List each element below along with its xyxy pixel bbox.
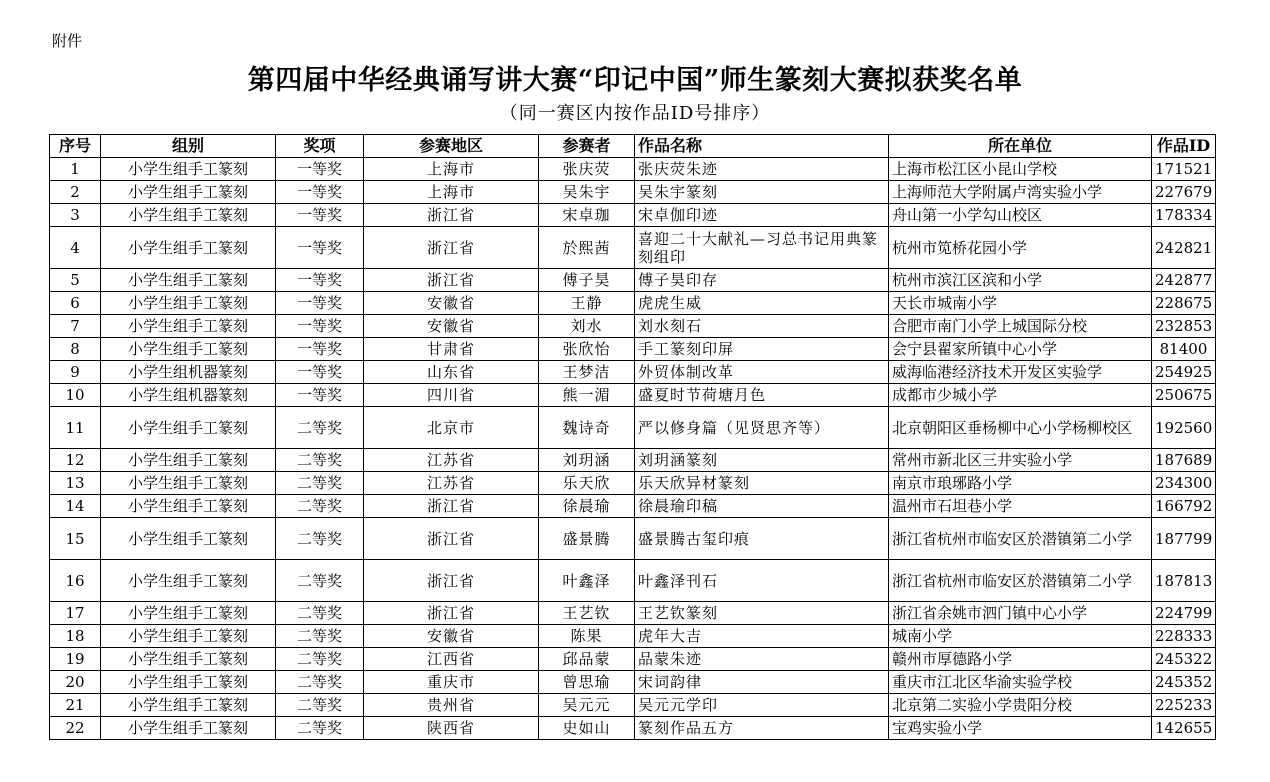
table-row bbox=[50, 648, 1216, 671]
cell-work-title: 喜迎二十大献礼—习总书记用典篆刻组印 bbox=[635, 227, 889, 269]
cell-work-id: 187689 bbox=[1152, 449, 1216, 472]
header-award: 奖项 bbox=[276, 135, 364, 158]
table-row bbox=[50, 407, 1216, 449]
cell-unit: 浙江省杭州市临安区於潜镇第二小学 bbox=[889, 560, 1152, 602]
cell-unit: 城南小学 bbox=[889, 625, 1152, 648]
cell-participant: 於熙茜 bbox=[539, 227, 635, 269]
cell-unit: 北京朝阳区垂杨柳中心小学杨柳校区 bbox=[889, 407, 1152, 449]
table-row bbox=[50, 602, 1216, 625]
cell-work-id: 142655 bbox=[1152, 717, 1216, 740]
cell-work-title: 乐天欣异材篆刻 bbox=[635, 472, 889, 495]
cell-region: 浙江省 bbox=[364, 602, 539, 625]
table-row bbox=[50, 181, 1216, 204]
cell-unit: 会宁县翟家所镇中心小学 bbox=[889, 338, 1152, 361]
table-row bbox=[50, 625, 1216, 648]
cell-no: 21 bbox=[50, 694, 101, 717]
cell-participant: 徐晨瑜 bbox=[539, 495, 635, 518]
cell-participant: 魏诗奇 bbox=[539, 407, 635, 449]
cell-unit: 成都市少城小学 bbox=[889, 384, 1152, 407]
cell-award: 二等奖 bbox=[276, 602, 364, 625]
cell-work-title: 宋卓伽印迹 bbox=[635, 204, 889, 227]
cell-region: 浙江省 bbox=[364, 560, 539, 602]
cell-award: 一等奖 bbox=[276, 315, 364, 338]
header-no: 序号 bbox=[50, 135, 101, 158]
cell-work-title: 宋词韵律 bbox=[635, 671, 889, 694]
cell-unit: 天长市城南小学 bbox=[889, 292, 1152, 315]
header-participant: 参赛者 bbox=[539, 135, 635, 158]
cell-work-id: 234300 bbox=[1152, 472, 1216, 495]
table-row bbox=[50, 158, 1216, 181]
cell-award: 一等奖 bbox=[276, 181, 364, 204]
cell-award: 一等奖 bbox=[276, 338, 364, 361]
cell-award: 一等奖 bbox=[276, 158, 364, 181]
cell-group: 小学生组手工篆刻 bbox=[101, 694, 276, 717]
cell-work-id: 187799 bbox=[1152, 518, 1216, 560]
cell-work-id: 187813 bbox=[1152, 560, 1216, 602]
cell-work-title: 虎年大吉 bbox=[635, 625, 889, 648]
cell-work-id: 254925 bbox=[1152, 361, 1216, 384]
cell-group: 小学生组手工篆刻 bbox=[101, 158, 276, 181]
cell-group: 小学生组手工篆刻 bbox=[101, 648, 276, 671]
cell-no: 8 bbox=[50, 338, 101, 361]
cell-group: 小学生组手工篆刻 bbox=[101, 292, 276, 315]
cell-region: 四川省 bbox=[364, 384, 539, 407]
table-row bbox=[50, 694, 1216, 717]
cell-no: 5 bbox=[50, 269, 101, 292]
cell-unit: 威海临港经济技术开发区实验学 bbox=[889, 361, 1152, 384]
cell-participant: 刘水 bbox=[539, 315, 635, 338]
cell-unit: 重庆市江北区华渝实验学校 bbox=[889, 671, 1152, 694]
cell-participant: 王艺钦 bbox=[539, 602, 635, 625]
table-header-row bbox=[50, 135, 1216, 158]
cell-unit: 温州市石坦巷小学 bbox=[889, 495, 1152, 518]
cell-work-id: 171521 bbox=[1152, 158, 1216, 181]
cell-group: 小学生组手工篆刻 bbox=[101, 518, 276, 560]
cell-unit: 舟山第一小学勾山校区 bbox=[889, 204, 1152, 227]
cell-work-title: 刘玥涵篆刻 bbox=[635, 449, 889, 472]
cell-award: 一等奖 bbox=[276, 384, 364, 407]
cell-group: 小学生组手工篆刻 bbox=[101, 625, 276, 648]
cell-participant: 邱品蒙 bbox=[539, 648, 635, 671]
cell-award: 一等奖 bbox=[276, 227, 364, 269]
cell-group: 小学生组手工篆刻 bbox=[101, 671, 276, 694]
cell-participant: 史如山 bbox=[539, 717, 635, 740]
cell-region: 浙江省 bbox=[364, 227, 539, 269]
cell-region: 江苏省 bbox=[364, 449, 539, 472]
cell-group: 小学生组手工篆刻 bbox=[101, 181, 276, 204]
cell-work-title: 吴朱宇篆刻 bbox=[635, 181, 889, 204]
cell-unit: 北京第二实验小学贵阳分校 bbox=[889, 694, 1152, 717]
cell-participant: 刘玥涵 bbox=[539, 449, 635, 472]
cell-award: 二等奖 bbox=[276, 472, 364, 495]
cell-participant: 王梦洁 bbox=[539, 361, 635, 384]
cell-no: 18 bbox=[50, 625, 101, 648]
cell-work-id: 224799 bbox=[1152, 602, 1216, 625]
cell-award: 二等奖 bbox=[276, 449, 364, 472]
cell-group: 小学生组手工篆刻 bbox=[101, 560, 276, 602]
cell-region: 陕西省 bbox=[364, 717, 539, 740]
page-title: 第四届中华经典诵写讲大赛“印记中国”师生篆刻大赛拟获奖名单 bbox=[247, 65, 1023, 96]
cell-region: 浙江省 bbox=[364, 495, 539, 518]
cell-region: 江西省 bbox=[364, 648, 539, 671]
cell-work-id: 242821 bbox=[1152, 227, 1216, 269]
cell-award: 一等奖 bbox=[276, 269, 364, 292]
cell-group: 小学生组手工篆刻 bbox=[101, 204, 276, 227]
cell-award: 二等奖 bbox=[276, 560, 364, 602]
table-row bbox=[50, 227, 1216, 269]
cell-unit: 杭州市笕桥花园小学 bbox=[889, 227, 1152, 269]
cell-group: 小学生组机器篆刻 bbox=[101, 361, 276, 384]
cell-work-id: 192560 bbox=[1152, 407, 1216, 449]
cell-unit: 赣州市厚德路小学 bbox=[889, 648, 1152, 671]
cell-participant: 张欣怡 bbox=[539, 338, 635, 361]
cell-region: 北京市 bbox=[364, 407, 539, 449]
cell-region: 浙江省 bbox=[364, 518, 539, 560]
cell-award: 二等奖 bbox=[276, 407, 364, 449]
cell-unit: 宝鸡实验小学 bbox=[889, 717, 1152, 740]
cell-group: 小学生组手工篆刻 bbox=[101, 269, 276, 292]
cell-work-title: 盛景腾古玺印痕 bbox=[635, 518, 889, 560]
cell-no: 4 bbox=[50, 227, 101, 269]
cell-no: 20 bbox=[50, 671, 101, 694]
cell-unit: 常州市新北区三井实验小学 bbox=[889, 449, 1152, 472]
header-work-title: 作品名称 bbox=[635, 135, 889, 158]
cell-work-title: 张庆荧朱迹 bbox=[635, 158, 889, 181]
cell-work-id: 178334 bbox=[1152, 204, 1216, 227]
cell-no: 10 bbox=[50, 384, 101, 407]
table-row bbox=[50, 495, 1216, 518]
table-row bbox=[50, 269, 1216, 292]
cell-work-title: 严以修身篇（见贤思齐等） bbox=[635, 407, 889, 449]
header-unit: 所在单位 bbox=[889, 135, 1152, 158]
cell-work-title: 刘水刻石 bbox=[635, 315, 889, 338]
cell-work-title: 篆刻作品五方 bbox=[635, 717, 889, 740]
cell-award: 二等奖 bbox=[276, 625, 364, 648]
cell-region: 上海市 bbox=[364, 181, 539, 204]
cell-work-title: 傅子昊印存 bbox=[635, 269, 889, 292]
table-row bbox=[50, 717, 1216, 740]
cell-work-id: 242877 bbox=[1152, 269, 1216, 292]
cell-award: 二等奖 bbox=[276, 671, 364, 694]
cell-group: 小学生组手工篆刻 bbox=[101, 227, 276, 269]
cell-region: 江苏省 bbox=[364, 472, 539, 495]
cell-work-title: 外贸体制改革 bbox=[635, 361, 889, 384]
cell-region: 山东省 bbox=[364, 361, 539, 384]
cell-award: 二等奖 bbox=[276, 495, 364, 518]
table-row bbox=[50, 338, 1216, 361]
cell-no: 17 bbox=[50, 602, 101, 625]
cell-award: 一等奖 bbox=[276, 292, 364, 315]
cell-unit: 浙江省杭州市临安区於潜镇第二小学 bbox=[889, 518, 1152, 560]
cell-work-title: 手工篆刻印屏 bbox=[635, 338, 889, 361]
cell-work-id: 166792 bbox=[1152, 495, 1216, 518]
cell-no: 15 bbox=[50, 518, 101, 560]
cell-work-id: 245322 bbox=[1152, 648, 1216, 671]
cell-work-title: 王艺钦篆刻 bbox=[635, 602, 889, 625]
cell-unit: 杭州市滨江区滨和小学 bbox=[889, 269, 1152, 292]
cell-group: 小学生组手工篆刻 bbox=[101, 315, 276, 338]
cell-no: 6 bbox=[50, 292, 101, 315]
cell-participant: 吴元元 bbox=[539, 694, 635, 717]
cell-work-title: 吴元元学印 bbox=[635, 694, 889, 717]
cell-region: 甘肃省 bbox=[364, 338, 539, 361]
cell-no: 2 bbox=[50, 181, 101, 204]
cell-no: 16 bbox=[50, 560, 101, 602]
cell-work-title: 盛夏时节荷塘月色 bbox=[635, 384, 889, 407]
cell-participant: 叶鑫泽 bbox=[539, 560, 635, 602]
cell-no: 7 bbox=[50, 315, 101, 338]
cell-award: 二等奖 bbox=[276, 694, 364, 717]
cell-work-id: 228675 bbox=[1152, 292, 1216, 315]
cell-no: 22 bbox=[50, 717, 101, 740]
cell-work-id: 232853 bbox=[1152, 315, 1216, 338]
cell-unit: 浙江省余姚市泗门镇中心小学 bbox=[889, 602, 1152, 625]
cell-participant: 乐天欣 bbox=[539, 472, 635, 495]
cell-group: 小学生组机器篆刻 bbox=[101, 384, 276, 407]
cell-work-id: 81400 bbox=[1152, 338, 1216, 361]
cell-work-id: 227679 bbox=[1152, 181, 1216, 204]
cell-region: 安徽省 bbox=[364, 625, 539, 648]
cell-work-title: 虎虎生威 bbox=[635, 292, 889, 315]
table-row bbox=[50, 384, 1216, 407]
cell-no: 19 bbox=[50, 648, 101, 671]
cell-region: 安徽省 bbox=[364, 315, 539, 338]
cell-participant: 宋卓珈 bbox=[539, 204, 635, 227]
header-region: 参赛地区 bbox=[364, 135, 539, 158]
cell-work-id: 245352 bbox=[1152, 671, 1216, 694]
cell-group: 小学生组手工篆刻 bbox=[101, 495, 276, 518]
table-row bbox=[50, 671, 1216, 694]
cell-group: 小学生组手工篆刻 bbox=[101, 338, 276, 361]
cell-group: 小学生组手工篆刻 bbox=[101, 717, 276, 740]
cell-award: 二等奖 bbox=[276, 518, 364, 560]
cell-participant: 王静 bbox=[539, 292, 635, 315]
cell-no: 3 bbox=[50, 204, 101, 227]
cell-group: 小学生组手工篆刻 bbox=[101, 602, 276, 625]
cell-work-title: 徐晨瑜印稿 bbox=[635, 495, 889, 518]
cell-group: 小学生组手工篆刻 bbox=[101, 449, 276, 472]
cell-no: 13 bbox=[50, 472, 101, 495]
cell-no: 1 bbox=[50, 158, 101, 181]
cell-work-id: 250675 bbox=[1152, 384, 1216, 407]
header-work-id: 作品ID bbox=[1152, 135, 1216, 158]
cell-participant: 傅子昊 bbox=[539, 269, 635, 292]
table-row bbox=[50, 560, 1216, 602]
cell-no: 11 bbox=[50, 407, 101, 449]
cell-participant: 曾思瑜 bbox=[539, 671, 635, 694]
table-row bbox=[50, 315, 1216, 338]
page-subtitle: （同一赛区内按作品ID号排序） bbox=[499, 103, 771, 124]
cell-participant: 吴朱宇 bbox=[539, 181, 635, 204]
cell-award: 一等奖 bbox=[276, 361, 364, 384]
cell-group: 小学生组手工篆刻 bbox=[101, 407, 276, 449]
cell-region: 浙江省 bbox=[364, 269, 539, 292]
cell-participant: 陈果 bbox=[539, 625, 635, 648]
cell-no: 14 bbox=[50, 495, 101, 518]
table-row bbox=[50, 518, 1216, 560]
cell-group: 小学生组手工篆刻 bbox=[101, 472, 276, 495]
cell-participant: 熊一湄 bbox=[539, 384, 635, 407]
cell-award: 一等奖 bbox=[276, 204, 364, 227]
award-table bbox=[49, 134, 1216, 740]
cell-unit: 合肥市南门小学上城国际分校 bbox=[889, 315, 1152, 338]
cell-work-id: 225233 bbox=[1152, 694, 1216, 717]
cell-no: 12 bbox=[50, 449, 101, 472]
cell-region: 上海市 bbox=[364, 158, 539, 181]
cell-region: 贵州省 bbox=[364, 694, 539, 717]
cell-region: 重庆市 bbox=[364, 671, 539, 694]
cell-award: 二等奖 bbox=[276, 717, 364, 740]
cell-unit: 上海市松江区小昆山学校 bbox=[889, 158, 1152, 181]
cell-award: 二等奖 bbox=[276, 648, 364, 671]
table-row bbox=[50, 292, 1216, 315]
cell-work-title: 品蒙朱迹 bbox=[635, 648, 889, 671]
cell-unit: 南京市琅琊路小学 bbox=[889, 472, 1152, 495]
table-row bbox=[50, 472, 1216, 495]
cell-participant: 盛景腾 bbox=[539, 518, 635, 560]
table-body bbox=[50, 158, 1216, 740]
cell-work-title: 叶鑫泽刊石 bbox=[635, 560, 889, 602]
table-row bbox=[50, 361, 1216, 384]
cell-region: 安徽省 bbox=[364, 292, 539, 315]
cell-unit: 上海师范大学附属卢湾实验小学 bbox=[889, 181, 1152, 204]
cell-participant: 张庆荧 bbox=[539, 158, 635, 181]
table-row bbox=[50, 204, 1216, 227]
attachment-label: 附件 bbox=[52, 32, 83, 50]
cell-region: 浙江省 bbox=[364, 204, 539, 227]
cell-no: 9 bbox=[50, 361, 101, 384]
table-row bbox=[50, 449, 1216, 472]
header-group: 组别 bbox=[101, 135, 276, 158]
cell-work-id: 228333 bbox=[1152, 625, 1216, 648]
